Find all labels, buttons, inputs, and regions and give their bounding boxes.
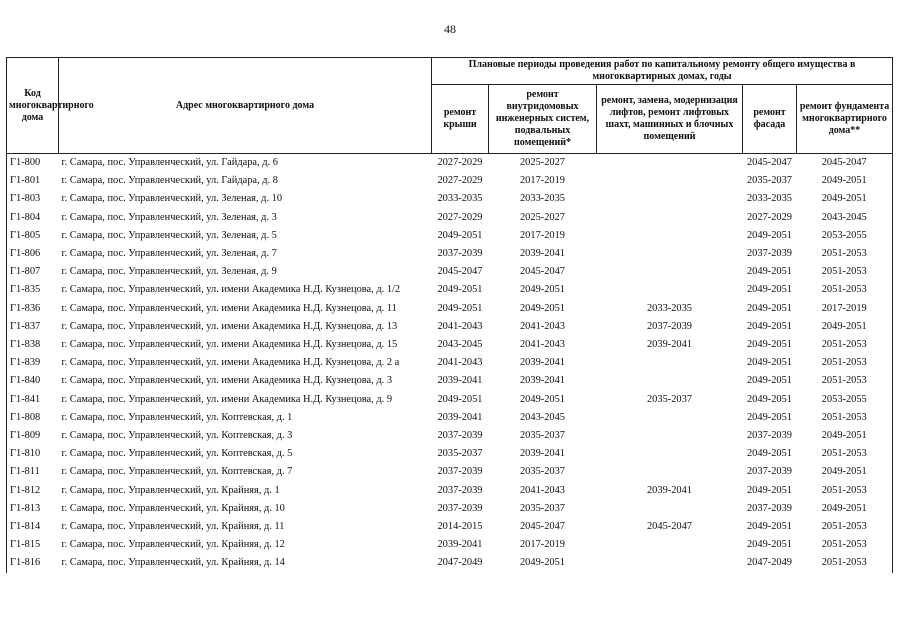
cell-address: г. Самара, пос. Управленческий, ул. Гайдара, д. 8 [61, 175, 278, 187]
cell-code: Г1-812 [7, 482, 59, 500]
cell-code: Г1-837 [7, 318, 59, 336]
header-lifts: ремонт, замена, модернизация лифтов, ремонт лифтовых шахт, машинных и блочных помещений [597, 85, 743, 154]
cell-facade: 2049-2051 [746, 375, 793, 387]
table-row [7, 463, 893, 481]
cell-lifts [597, 536, 743, 554]
cell-facade: 2037-2039 [746, 248, 793, 260]
table-row [7, 482, 893, 500]
cell-code: Г1-840 [7, 372, 59, 390]
table-row [7, 372, 893, 390]
cell-foundation: 2051-2053 [797, 554, 893, 572]
cell-facade: 2049-2051 [746, 229, 793, 241]
table-row [7, 172, 893, 190]
cell-systems: 2039-2041 [519, 375, 566, 387]
cell-code: Г1-815 [7, 536, 59, 554]
cell-lifts [597, 245, 743, 263]
cell-address: г. Самара, пос. Управленческий, ул. Крайняя, д. 12 [61, 539, 285, 551]
cell-systems: 2017-2019 [519, 175, 566, 187]
cell-systems: 2045-2047 [519, 266, 566, 278]
table-row [7, 536, 893, 554]
cell-foundation: 2045-2047 [797, 154, 893, 173]
cell-roof: 2039-2041 [437, 539, 483, 551]
cell-code: Г1-803 [7, 190, 59, 208]
cell-systems: 2025-2027 [519, 157, 566, 168]
cell-code: Г1-807 [7, 263, 59, 281]
table-row [7, 227, 893, 245]
cell-code: Г1-816 [7, 554, 59, 572]
cell-roof: 2014-2015 [437, 521, 483, 533]
cell-systems: 2035-2037 [519, 502, 566, 514]
cell-address: г. Самара, пос. Управленческий, ул. имени Академика Н.Д. Кузнецова, д. 2 а [61, 357, 400, 369]
cell-systems: 2017-2019 [519, 539, 566, 551]
cell-lifts [597, 463, 743, 481]
cell-systems: 2017-2019 [519, 229, 566, 241]
cell-facade: 2049-2051 [746, 411, 793, 423]
cell-foundation: 2051-2053 [797, 263, 893, 281]
cell-roof: 2037-2039 [437, 248, 483, 260]
cell-roof: 2049-2051 [437, 302, 483, 314]
table-row [7, 391, 893, 409]
cell-roof: 2049-2051 [437, 284, 483, 296]
cell-code: Г1-801 [7, 172, 59, 190]
cell-address: г. Самара, пос. Управленческий, ул. имени Академика Н.Д. Кузнецова, д. 1/2 [61, 284, 401, 296]
cell-code: Г1-800 [7, 154, 59, 173]
cell-foundation: 2053-2055 [797, 227, 893, 245]
cell-foundation: 2049-2051 [797, 427, 893, 445]
cell-lifts [597, 172, 743, 190]
header-systems: ремонт внутридомовых инженерных систем, подвальных помещений* [489, 85, 597, 154]
cell-facade: 2027-2029 [746, 211, 793, 223]
cell-lifts [597, 209, 743, 227]
cell-facade: 2049-2051 [746, 521, 793, 533]
cell-lifts [597, 500, 743, 518]
cell-foundation: 2051-2053 [797, 409, 893, 427]
cell-foundation: 2049-2051 [797, 190, 893, 208]
cell-code: Г1-805 [7, 227, 59, 245]
cell-address: г. Самара, пос. Управленческий, ул. имени Академика Н.Д. Кузнецова, д. 13 [61, 320, 398, 332]
cell-foundation: 2053-2055 [797, 391, 893, 409]
cell-roof: 2027-2029 [437, 157, 483, 168]
cell-code: Г1-836 [7, 300, 59, 318]
cell-address: г. Самара, пос. Управленческий, ул. Крайняя, д. 1 [61, 484, 280, 496]
cell-address: г. Самара, пос. Управленческий, ул. Крайняя, д. 10 [61, 502, 285, 514]
cell-code: Г1-809 [7, 427, 59, 445]
table-row [7, 300, 893, 318]
cell-address: г. Самара, пос. Управленческий, ул. Зеленая, д. 7 [61, 248, 277, 260]
cell-roof: 2039-2041 [437, 411, 483, 423]
header-foundation: ремонт фундамента многоквартирного дома** [797, 85, 893, 154]
header-roof: ремонт крыши [432, 85, 489, 154]
cell-systems: 2039-2041 [519, 248, 566, 260]
header-periods-group: Плановые периоды проведения работ по капитальному ремонту общего имущества в многоквартирных домах, годы [432, 58, 893, 85]
table-row [7, 190, 893, 208]
table-row [7, 354, 893, 372]
cell-lifts [597, 372, 743, 390]
cell-foundation: 2051-2053 [797, 336, 893, 354]
cell-systems: 2025-2027 [519, 211, 566, 223]
cell-facade: 2049-2051 [746, 484, 793, 496]
cell-foundation: 2043-2045 [797, 209, 893, 227]
cell-roof: 2027-2029 [437, 175, 483, 187]
cell-code: Г1-813 [7, 500, 59, 518]
cell-systems: 2049-2051 [519, 393, 566, 405]
cell-address: г. Самара, пос. Управленческий, ул. Зеленая, д. 3 [61, 211, 277, 223]
cell-foundation: 2049-2051 [797, 318, 893, 336]
cell-foundation: 2051-2053 [797, 281, 893, 299]
cell-facade: 2037-2039 [746, 466, 793, 478]
cell-address: г. Самара, пос. Управленческий, ул. Коптевская, д. 3 [61, 430, 293, 442]
cell-facade: 2049-2051 [746, 284, 793, 296]
cell-facade: 2049-2051 [746, 448, 793, 460]
table-row [7, 445, 893, 463]
cell-foundation: 2051-2053 [797, 354, 893, 372]
cell-foundation: 2051-2053 [797, 445, 893, 463]
table-row [7, 209, 893, 227]
cell-facade: 2049-2051 [746, 539, 793, 551]
capital-repair-table [6, 57, 893, 573]
table-row [7, 554, 893, 572]
cell-address: г. Самара, пос. Управленческий, ул. Коптевская, д. 5 [61, 448, 293, 460]
cell-systems: 2049-2051 [519, 284, 566, 296]
table-header [7, 58, 893, 154]
cell-lifts [597, 190, 743, 208]
cell-roof: 2045-2047 [437, 266, 483, 278]
cell-facade: 2049-2051 [746, 393, 793, 405]
cell-roof: 2039-2041 [437, 375, 483, 387]
cell-foundation: 2017-2019 [797, 300, 893, 318]
cell-lifts: 2039-2041 [646, 339, 693, 351]
cell-systems: 2045-2047 [519, 521, 566, 533]
table-row [7, 500, 893, 518]
cell-code: Г1-814 [7, 518, 59, 536]
cell-lifts [597, 281, 743, 299]
cell-facade: 2045-2047 [746, 157, 793, 168]
cell-address: г. Самара, пос. Управленческий, ул. Крайняя, д. 14 [61, 557, 285, 569]
cell-foundation: 2051-2053 [797, 372, 893, 390]
page-number: 48 [444, 22, 456, 36]
cell-systems: 2049-2051 [519, 302, 566, 314]
cell-code: Г1-841 [7, 391, 59, 409]
cell-systems: 2035-2037 [519, 466, 566, 478]
cell-roof: 2049-2051 [437, 393, 483, 405]
cell-systems: 2043-2045 [519, 411, 566, 423]
cell-foundation: 2049-2051 [797, 500, 893, 518]
cell-facade: 2033-2035 [746, 193, 793, 205]
cell-code: Г1-811 [7, 463, 59, 481]
cell-foundation: 2049-2051 [797, 463, 893, 481]
cell-code: Г1-804 [7, 209, 59, 227]
cell-address: г. Самара, пос. Управленческий, ул. имени Академика Н.Д. Кузнецова, д. 3 [61, 375, 393, 387]
cell-code: Г1-808 [7, 409, 59, 427]
table-row [7, 518, 893, 536]
cell-roof: 2041-2043 [437, 357, 483, 369]
cell-roof: 2027-2029 [437, 211, 483, 223]
cell-roof: 2033-2035 [437, 193, 483, 205]
cell-code: Г1-838 [7, 336, 59, 354]
cell-roof: 2041-2043 [437, 320, 483, 332]
cell-facade: 2049-2051 [746, 320, 793, 332]
cell-lifts [597, 263, 743, 281]
cell-facade: 2049-2051 [746, 357, 793, 369]
table-row [7, 427, 893, 445]
cell-systems: 2041-2043 [519, 320, 566, 332]
cell-address: г. Самара, пос. Управленческий, ул. Крайняя, д. 11 [61, 521, 285, 533]
cell-lifts [597, 554, 743, 572]
cell-facade: 2037-2039 [746, 502, 793, 514]
cell-lifts [597, 427, 743, 445]
cell-lifts [597, 154, 743, 173]
cell-foundation: 2051-2053 [797, 482, 893, 500]
cell-lifts: 2045-2047 [646, 521, 693, 533]
cell-lifts: 2037-2039 [646, 320, 693, 332]
cell-systems: 2039-2041 [519, 448, 566, 460]
cell-facade: 2049-2051 [746, 339, 793, 351]
cell-roof: 2037-2039 [437, 466, 483, 478]
cell-lifts: 2033-2035 [646, 302, 693, 314]
cell-address: г. Самара, пос. Управленческий, ул. Коптевская, д. 1 [61, 411, 293, 423]
table-body [7, 154, 893, 573]
cell-lifts: 2039-2041 [646, 484, 693, 496]
table-row [7, 154, 893, 173]
cell-address: г. Самара, пос. Управленческий, ул. Зеленая, д. 9 [61, 266, 277, 278]
cell-roof: 2037-2039 [437, 430, 483, 442]
cell-address: г. Самара, пос. Управленческий, ул. Зеленая, д. 5 [61, 229, 277, 241]
cell-roof: 2043-2045 [437, 339, 483, 351]
cell-lifts: 2035-2037 [646, 393, 693, 405]
table-row [7, 318, 893, 336]
table-row [7, 281, 893, 299]
cell-lifts [597, 227, 743, 245]
cell-lifts [597, 409, 743, 427]
cell-facade: 2049-2051 [746, 266, 793, 278]
cell-code: Г1-839 [7, 354, 59, 372]
table-row [7, 409, 893, 427]
cell-roof: 2037-2039 [437, 502, 483, 514]
cell-facade: 2049-2051 [746, 302, 793, 314]
cell-foundation: 2051-2053 [797, 518, 893, 536]
header-code: Код многоквартирного дома [7, 58, 59, 154]
cell-foundation: 2051-2053 [797, 245, 893, 263]
cell-roof: 2037-2039 [437, 484, 483, 496]
cell-address: г. Самара, пос. Управленческий, ул. имени Академика Н.Д. Кузнецова, д. 9 [61, 393, 393, 405]
header-address: Адрес многоквартирного дома [59, 58, 432, 154]
cell-roof: 2049-2051 [437, 229, 483, 241]
table-row [7, 263, 893, 281]
cell-systems: 2035-2037 [519, 430, 566, 442]
cell-roof: 2047-2049 [437, 557, 483, 569]
cell-address: г. Самара, пос. Управленческий, ул. Коптевская, д. 7 [61, 466, 293, 478]
cell-systems: 2039-2041 [519, 357, 566, 369]
cell-code: Г1-806 [7, 245, 59, 263]
cell-facade: 2035-2037 [746, 175, 793, 187]
cell-roof: 2035-2037 [437, 448, 483, 460]
cell-systems: 2049-2051 [519, 557, 566, 569]
cell-facade: 2037-2039 [746, 430, 793, 442]
header-facade: ремонт фасада [743, 85, 797, 154]
cell-address: г. Самара, пос. Управленческий, ул. имени Академика Н.Д. Кузнецова, д. 11 [61, 302, 397, 314]
cell-foundation: 2051-2053 [797, 536, 893, 554]
cell-address: г. Самара, пос. Управленческий, ул. Гайдара, д. 6 [61, 157, 278, 168]
cell-address: г. Самара, пос. Управленческий, ул. имени Академика Н.Д. Кузнецова, д. 15 [61, 339, 398, 351]
cell-systems: 2041-2043 [519, 339, 566, 351]
cell-systems: 2041-2043 [519, 484, 566, 496]
cell-facade: 2047-2049 [746, 557, 793, 569]
table-row [7, 245, 893, 263]
cell-lifts [597, 445, 743, 463]
cell-address: г. Самара, пос. Управленческий, ул. Зеленая, д. 10 [61, 193, 283, 205]
cell-code: Г1-810 [7, 445, 59, 463]
cell-systems: 2033-2035 [519, 193, 566, 205]
cell-foundation: 2049-2051 [797, 172, 893, 190]
cell-code: Г1-835 [7, 281, 59, 299]
cell-lifts [597, 354, 743, 372]
table-row [7, 336, 893, 354]
